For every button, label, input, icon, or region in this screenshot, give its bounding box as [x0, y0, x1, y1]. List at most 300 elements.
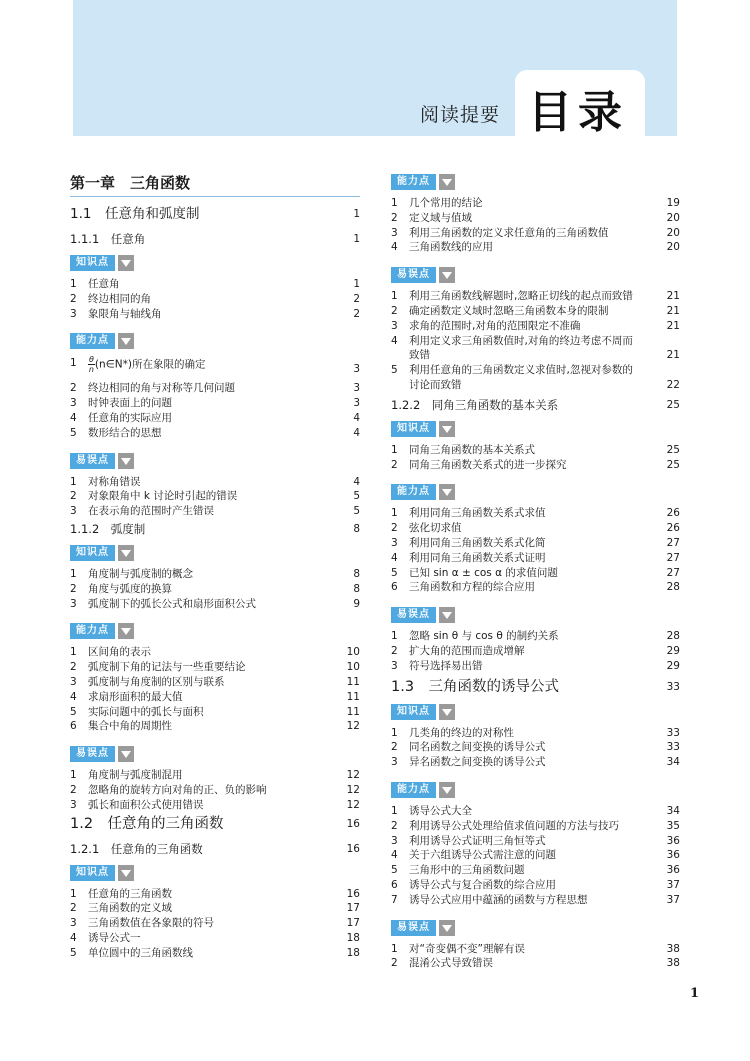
- chapter-title[interactable]: 第一章 三角函数: [70, 172, 360, 197]
- chevron-down-icon: [118, 746, 134, 762]
- item-page: 11: [346, 690, 360, 703]
- list-item[interactable]: [70, 645, 360, 660]
- list-item[interactable]: [70, 783, 360, 798]
- list-item[interactable]: [391, 893, 680, 908]
- item-number: 2: [70, 490, 77, 503]
- chevron-down-icon: [439, 782, 455, 798]
- ability-list: [70, 381, 360, 440]
- item-text: 对称角错误: [88, 475, 141, 488]
- chevron-down-icon: [118, 333, 134, 349]
- knowledge-list: [391, 443, 680, 473]
- list-item[interactable]: [70, 675, 360, 690]
- item-text: 忽略 sin θ 与 cos θ 的制约关系: [409, 630, 559, 643]
- list-item[interactable]: [70, 690, 360, 705]
- item-number: 2: [70, 292, 77, 305]
- item-number: 3: [70, 505, 77, 518]
- item-page: 38: [666, 957, 680, 970]
- item-text: 集合中角的周期性: [88, 720, 172, 733]
- ability-label: 能力点: [391, 174, 436, 190]
- item-page: 34: [666, 804, 680, 817]
- item-page: 3: [353, 363, 360, 376]
- list-item[interactable]: [70, 660, 360, 675]
- section-page: 1: [353, 208, 360, 220]
- item-number: 3: [391, 659, 398, 672]
- item-number: 2: [70, 382, 77, 395]
- ability-list: [70, 645, 360, 734]
- mistake-label: 易误点: [70, 453, 115, 469]
- item-text: 任意角的三角函数: [88, 887, 172, 900]
- item-text: 任意角: [88, 278, 120, 290]
- item-page: 16: [346, 887, 360, 900]
- left-column: [70, 172, 360, 961]
- list-item[interactable]: [391, 458, 680, 473]
- subsection-1-2-2[interactable]: [391, 395, 680, 415]
- subsection-1-1-2[interactable]: [70, 519, 360, 539]
- item-number: 2: [391, 304, 398, 317]
- list-item[interactable]: [70, 768, 360, 783]
- list-item[interactable]: [391, 942, 680, 957]
- section-page: 16: [346, 817, 360, 830]
- knowledge-label: 知识点: [391, 704, 436, 720]
- mistake-list: [70, 475, 360, 519]
- list-item[interactable]: [391, 304, 680, 319]
- item-page: 18: [346, 931, 360, 944]
- knowledge-tag: [70, 865, 360, 881]
- section-title: 1.2 任意角的三角函数: [70, 815, 224, 832]
- item-number: 4: [70, 931, 77, 944]
- item-number: 1: [70, 769, 77, 782]
- item-text: 诱导公式一: [88, 931, 141, 944]
- list-item[interactable]: [391, 804, 680, 819]
- list-item[interactable]: [70, 396, 360, 411]
- item-text: 利用三角函数线解题时,忽略正切线的起点而致错: [409, 290, 633, 303]
- item-text: 利用三角函数的定义求任意角的三角函数值: [409, 226, 609, 239]
- item-text: 象限角与轴线角: [88, 307, 162, 320]
- item-page: 27: [666, 566, 680, 579]
- item-page: 27: [666, 536, 680, 549]
- list-item[interactable]: [70, 582, 360, 597]
- item-text: 角度制与弧度制混用: [88, 769, 183, 782]
- item-text: 忽略角的旋转方向对角的正、负的影响: [88, 783, 267, 796]
- list-item[interactable]: [391, 443, 680, 458]
- list-item[interactable]: [70, 798, 360, 813]
- item-page: 12: [346, 798, 360, 811]
- item-number: 5: [391, 364, 398, 377]
- item-page: 3: [353, 397, 360, 410]
- list-item[interactable]: [70, 411, 360, 426]
- item-page: 21: [666, 290, 680, 303]
- list-item[interactable]: [391, 521, 680, 536]
- item-page: 10: [346, 661, 360, 674]
- list-item[interactable]: [391, 289, 680, 304]
- item-text: 三角形中的三角函数问题: [409, 864, 525, 877]
- ability-label: 能力点: [70, 333, 115, 349]
- item-number: 2: [391, 211, 398, 224]
- knowledge-tag: [391, 704, 680, 720]
- item-number: 3: [70, 917, 77, 930]
- item-number: 5: [391, 566, 398, 579]
- item-text: 单位圆中的三角函数线: [88, 946, 193, 959]
- item-number: 4: [70, 411, 77, 424]
- item-page: 37: [666, 893, 680, 906]
- section-1-2[interactable]: [70, 813, 360, 835]
- item-number: 3: [70, 597, 77, 610]
- knowledge-tag: [391, 421, 680, 437]
- ability-tag: [391, 782, 680, 798]
- list-item[interactable]: [391, 196, 680, 211]
- item-text: 三角函数线的应用: [409, 241, 493, 254]
- item-text: 弧长和面积公式使用错误: [88, 798, 204, 811]
- subsection-title: 1.2.1 任意角的三角函数: [70, 841, 203, 856]
- item-number: 1: [70, 475, 77, 488]
- item-number: 2: [70, 783, 77, 796]
- item-number: 4: [70, 690, 77, 703]
- item-number: 3: [70, 307, 77, 320]
- item-number: 3: [391, 226, 398, 239]
- mistake-list: [391, 289, 680, 393]
- item-text: 数形结合的思想: [88, 426, 162, 439]
- ability-list: [391, 196, 680, 255]
- item-number: 5: [70, 426, 77, 439]
- list-item[interactable]: [70, 567, 360, 582]
- item-page: 21: [666, 349, 680, 362]
- item-text: 角度制与弧度制的概念: [88, 567, 193, 580]
- item-page: 8: [353, 582, 360, 595]
- section-title: 1.3 三角函数的诱导公式: [391, 678, 560, 695]
- item-page: 29: [666, 659, 680, 672]
- item-text: 任意角的实际应用: [88, 411, 172, 424]
- item-number: 2: [391, 644, 398, 657]
- item-text: 角度与弧度的换算: [88, 582, 172, 595]
- list-item[interactable]: [70, 292, 360, 307]
- item-text: 三角函数的定义域: [88, 902, 172, 915]
- item-number: 3: [391, 319, 398, 332]
- item-text: 同名函数之间变换的诱导公式: [409, 741, 546, 754]
- item-text: 混淆公式导致错误: [409, 957, 493, 970]
- list-item[interactable]: [391, 363, 680, 393]
- item-number: 2: [70, 902, 77, 915]
- subsection-page: 1: [353, 233, 360, 245]
- item-page: 3: [353, 382, 360, 395]
- item-number: 3: [391, 536, 398, 549]
- list-item[interactable]: [70, 597, 360, 612]
- mistake-label: 易误点: [70, 746, 115, 762]
- chevron-down-icon: [439, 174, 455, 190]
- knowledge-label: 知识点: [70, 545, 115, 561]
- right-column: [391, 172, 680, 971]
- item-text: 利用同角三角函数关系式证明: [409, 551, 546, 564]
- item-text: $\frac{\theta}{n}$ (n∈N*)所在象限的确定: [88, 355, 206, 375]
- item-page: 4: [353, 426, 360, 439]
- subsection-1-1-1[interactable]: [70, 229, 360, 249]
- subsection-page: 16: [346, 842, 360, 855]
- item-number: 2: [391, 458, 398, 471]
- item-page: 5: [353, 490, 360, 503]
- item-page: 25: [666, 458, 680, 471]
- item-text: 定义域与值域: [409, 211, 472, 224]
- list-item[interactable]: [70, 475, 360, 490]
- item-page: 5: [353, 505, 360, 518]
- list-item[interactable]: [391, 755, 680, 770]
- item-text: 实际问题中的弧长与面积: [88, 705, 204, 718]
- item-page: 20: [666, 226, 680, 239]
- subsection-page: 25: [666, 398, 680, 411]
- item-text: 几个常用的结论: [409, 197, 483, 209]
- chevron-down-icon: [118, 453, 134, 469]
- list-item[interactable]: [391, 566, 680, 581]
- item-number: 2: [391, 741, 398, 754]
- item-page: 36: [666, 849, 680, 862]
- section-title: 1.1 任意角和弧度制: [70, 206, 200, 222]
- item-number: 4: [391, 551, 398, 564]
- list-item[interactable]: [391, 551, 680, 566]
- item-text: 对象限角中 k 讨论时引起的错误: [88, 490, 238, 503]
- mistake-label: 易误点: [391, 920, 436, 936]
- item-page: 12: [346, 720, 360, 733]
- item-text: 几类角的终边的对称性: [409, 726, 514, 739]
- chevron-down-icon: [439, 421, 455, 437]
- list-item[interactable]: [70, 931, 360, 946]
- item-number: 1: [391, 942, 398, 955]
- ability-tag: [70, 623, 360, 639]
- section-1-3[interactable]: [391, 676, 680, 698]
- knowledge-tag: [70, 255, 360, 271]
- knowledge-label: 知识点: [391, 421, 436, 437]
- item-page: 2: [353, 292, 360, 305]
- list-item[interactable]: [391, 726, 680, 741]
- item-page: 25: [666, 443, 680, 456]
- item-page: 29: [666, 644, 680, 657]
- mistake-label: 易误点: [391, 607, 436, 623]
- item-page: 21: [666, 319, 680, 332]
- list-item[interactable]: [391, 878, 680, 893]
- section-1-1[interactable]: [70, 203, 360, 225]
- item-page: 28: [666, 581, 680, 594]
- ability-tag: [391, 484, 680, 500]
- item-text: 弧度制与角度制的区别与联系: [88, 675, 225, 688]
- item-number: 5: [70, 705, 77, 718]
- item-number: 1: [391, 507, 398, 520]
- item-page: 12: [346, 769, 360, 782]
- list-item[interactable]: [70, 901, 360, 916]
- knowledge-tag: [70, 545, 360, 561]
- item-text: 三角函数值在各象限的符号: [88, 917, 214, 930]
- item-page: 4: [353, 411, 360, 424]
- list-item[interactable]: [391, 740, 680, 755]
- ability-label: 能力点: [391, 782, 436, 798]
- item-page: 37: [666, 878, 680, 891]
- item-number: 3: [70, 397, 77, 410]
- item-page: 22: [666, 378, 680, 391]
- page-title: 目录: [528, 87, 628, 138]
- item-number: 4: [391, 241, 398, 254]
- list-item[interactable]: [70, 489, 360, 504]
- item-text: 弦化切求值: [409, 522, 462, 535]
- item-page: 11: [346, 705, 360, 718]
- mistake-tag: [70, 453, 360, 469]
- mistake-tag: [391, 607, 680, 623]
- item-number: 3: [70, 675, 77, 688]
- item-page: 21: [666, 304, 680, 317]
- item-page: 18: [346, 946, 360, 959]
- page-number: 1: [690, 986, 700, 1001]
- item-number: 1: [391, 630, 398, 643]
- item-text: 利用同角三角函数关系式化简: [409, 536, 546, 549]
- chevron-down-icon: [439, 267, 455, 283]
- list-item[interactable]: [391, 334, 680, 364]
- fraction: $\frac{\theta}{n}$: [88, 355, 94, 375]
- item-page: 33: [666, 741, 680, 754]
- item-number: 2: [70, 582, 77, 595]
- item-number: 1: [391, 290, 398, 303]
- item-text: 利用任意角的三角函数定义求值时,忽视对参数的讨论而致错: [409, 364, 633, 391]
- reading-tips: 阅读提要: [420, 104, 501, 126]
- item-number: 3: [391, 834, 398, 847]
- list-item[interactable]: [391, 226, 680, 241]
- item-page: 2: [353, 307, 360, 320]
- ability-tag: [70, 333, 360, 349]
- item-number: 1: [70, 646, 77, 659]
- item-text: 扩大角的范围而造成增解: [409, 644, 525, 657]
- item-number: 1: [70, 278, 77, 290]
- item-page: 20: [666, 241, 680, 254]
- item-number: 1: [70, 887, 77, 900]
- section-page: 33: [666, 680, 680, 693]
- list-item[interactable]: [391, 659, 680, 674]
- ability-tag: [391, 174, 680, 190]
- chevron-down-icon: [118, 255, 134, 271]
- item-number: 3: [70, 798, 77, 811]
- item-number: 2: [70, 661, 77, 674]
- item-text: 诱导公式与复合函数的综合应用: [409, 878, 556, 891]
- list-item[interactable]: [70, 887, 360, 902]
- item-text: 在表示角的范围时产生错误: [88, 505, 214, 518]
- item-number: 1: [70, 567, 77, 580]
- list-item[interactable]: [70, 277, 360, 292]
- item-text: 同角三角函数关系式的进一步探究: [409, 458, 567, 471]
- list-item[interactable]: [70, 381, 360, 396]
- item-page: 26: [666, 507, 680, 520]
- item-text: 符号选择易出错: [409, 659, 483, 672]
- item-page: 17: [346, 902, 360, 915]
- subsection-title: 1.2.2 同角三角函数的基本关系: [391, 397, 559, 412]
- list-item[interactable]: [391, 834, 680, 849]
- list-item[interactable]: [391, 819, 680, 834]
- item-page: 28: [666, 630, 680, 643]
- subsection-title: 1.1.1 任意角: [70, 232, 146, 246]
- subsection-1-2-1[interactable]: [70, 839, 360, 859]
- chevron-down-icon: [118, 623, 134, 639]
- item-text: 终边相同的角: [88, 292, 151, 305]
- item-text: 诱导公式应用中蕴涵的函数与方程思想: [409, 893, 588, 906]
- list-item[interactable]: [391, 644, 680, 659]
- item-page: 4: [353, 475, 360, 488]
- item-page: 1: [353, 278, 360, 290]
- mistake-list: [70, 768, 360, 812]
- list-item[interactable]: [70, 946, 360, 961]
- mistake-list: [391, 942, 680, 972]
- item-number: 1: [70, 357, 77, 370]
- ability-label: 能力点: [391, 484, 436, 500]
- item-number: 5: [391, 864, 398, 877]
- item-page: 9: [353, 597, 360, 610]
- list-item[interactable]: [391, 956, 680, 971]
- knowledge-list: [391, 726, 680, 770]
- knowledge-list: [70, 277, 360, 321]
- item-page: 26: [666, 522, 680, 535]
- chevron-down-icon: [118, 545, 134, 561]
- list-item[interactable]: [391, 211, 680, 226]
- list-item[interactable]: [70, 426, 360, 441]
- list-item[interactable]: [391, 240, 680, 255]
- item-number: 1: [391, 197, 398, 209]
- mistake-tag: [70, 746, 360, 762]
- knowledge-list: [70, 887, 360, 961]
- mistake-tag: [391, 267, 680, 283]
- knowledge-list: [70, 567, 360, 611]
- item-text: 确定函数定义域时忽略三角函数本身的限制: [409, 304, 609, 317]
- item-page: 12: [346, 783, 360, 796]
- mistake-list: [391, 629, 680, 673]
- list-item[interactable]: [391, 848, 680, 863]
- item-text: 利用定义求三角函数值时,对角的终边考虑不周而致错: [409, 334, 633, 362]
- item-page: 34: [666, 756, 680, 769]
- list-item[interactable]: [391, 863, 680, 878]
- item-text: 关于六组诱导公式需注意的问题: [409, 849, 556, 862]
- ability-list: [391, 506, 680, 595]
- item-text: 区间角的表示: [88, 646, 151, 659]
- item-number: 2: [391, 819, 398, 832]
- item-text: 利用同角三角函数关系式求值: [409, 507, 546, 520]
- item-number: 5: [70, 946, 77, 959]
- item-text: 时钟表面上的问题: [88, 397, 172, 410]
- list-item[interactable]: [391, 319, 680, 334]
- item-number: 2: [391, 522, 398, 535]
- list-item[interactable]: [70, 916, 360, 931]
- list-item[interactable]: [70, 355, 360, 377]
- item-number: 1: [391, 726, 398, 739]
- list-item[interactable]: [391, 629, 680, 644]
- chevron-down-icon: [439, 920, 455, 936]
- item-page: 10: [346, 646, 360, 659]
- list-item[interactable]: [391, 506, 680, 521]
- item-page: 35: [666, 819, 680, 832]
- list-item[interactable]: [391, 580, 680, 595]
- item-page: 19: [666, 197, 680, 209]
- list-item[interactable]: [70, 504, 360, 519]
- subsection-title: 1.1.2 弧度制: [70, 521, 146, 536]
- item-text: 利用诱导公式处理给值求值问题的方法与技巧: [409, 819, 619, 832]
- item-number: 6: [391, 878, 398, 891]
- item-text: 同角三角函数的基本关系式: [409, 443, 535, 456]
- list-item[interactable]: [70, 705, 360, 720]
- item-text: 求角的范围时,对角的范围限定不准确: [409, 319, 581, 332]
- item-page: 20: [666, 211, 680, 224]
- item-text: 弧度制下的弧长公式和扇形面积公式: [88, 597, 256, 610]
- item-number: 1: [391, 443, 398, 456]
- mistake-tag: [391, 920, 680, 936]
- item-text: 三角函数和方程的综合应用: [409, 581, 535, 594]
- item-text: 诱导公式大全: [409, 804, 472, 817]
- item-page: 8: [353, 567, 360, 580]
- list-item[interactable]: [70, 719, 360, 734]
- list-item[interactable]: [391, 536, 680, 551]
- list-item[interactable]: [70, 307, 360, 322]
- item-number: 6: [70, 720, 77, 733]
- item-text: 已知 sin α ± cos α 的求值问题: [409, 566, 558, 579]
- item-page: 33: [666, 726, 680, 739]
- knowledge-label: 知识点: [70, 865, 115, 881]
